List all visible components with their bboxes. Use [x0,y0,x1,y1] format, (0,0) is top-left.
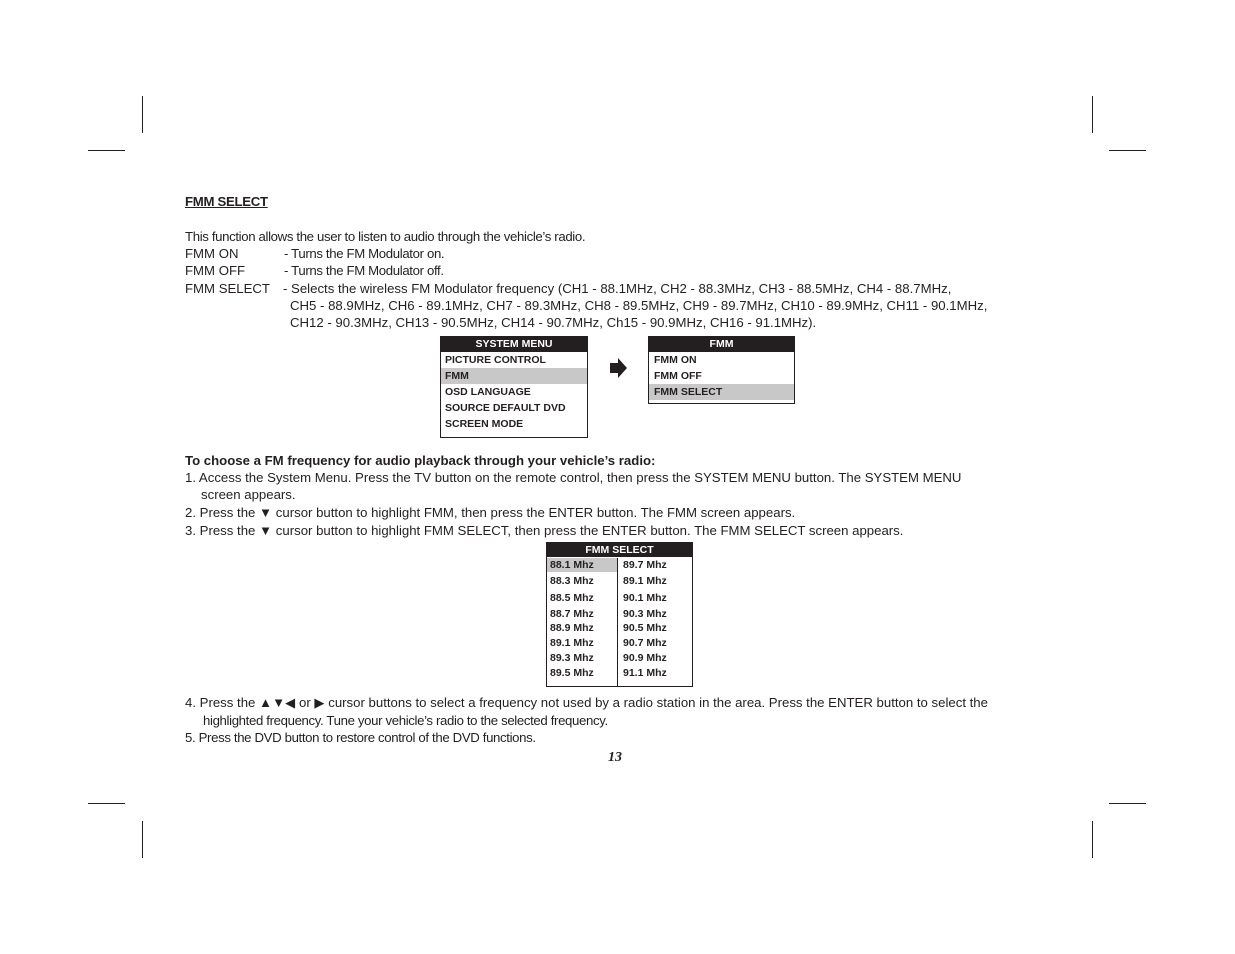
freq-item: 88.9 Mhz [550,622,594,634]
step-2-pre: 2. Press the [185,505,256,520]
step-4-post: cursor buttons to select a frequency not used by a radio station in the area. Press the ENTER button to select the [328,695,988,710]
step-2-post: cursor button to highlight FMM, then press the ENTER button. The FMM screen appears. [275,505,796,520]
def-desc: - Turns the FM Modulator off. [284,263,444,278]
page-number: 13 [608,750,622,765]
down-arrow-icon: ▼ [259,505,273,520]
def-term: FMM ON [185,246,239,261]
crop-mark [1092,96,1093,133]
right-arrow-icon [609,358,627,378]
step-5: 5. Press the DVD button to restore control of the DVD functions. [185,730,536,745]
def-term: FMM SELECT [185,281,270,296]
step-3 [185,522,903,539]
right-arrow-icon: ▶ [314,695,325,710]
menu-item-picture-control: PICTURE CONTROL [445,354,546,366]
column-divider [617,558,618,686]
menu-item-fmm-on: FMM ON [654,354,697,366]
system-menu-title: SYSTEM MENU [441,337,587,352]
freq-item: 89.1 Mhz [623,575,667,587]
freq-item: 89.3 Mhz [550,652,594,664]
intro-text: This function allows the user to listen to audio through the vehicle’s radio. [185,229,586,244]
freq-item: 88.3 Mhz [550,575,594,587]
freq-item: 88.1 Mhz [547,558,617,572]
crop-mark [88,803,125,804]
step-4 [185,694,988,711]
menu-item-screen-mode: SCREEN MODE [445,418,524,430]
step-1: 1. Access the System Menu. Press the TV button on the remote control, then press the SYSTEM MENU button. The SYSTEM MENU [185,470,962,485]
freq-item: 90.9 Mhz [623,652,667,664]
system-menu-screen [440,336,588,438]
down-arrow-icon: ▼ [272,695,286,710]
crop-mark [88,150,125,151]
menu-item-fmm-off: FMM OFF [654,370,702,382]
fmm-menu-screen [648,336,795,404]
def-desc-cont: CH5 - 88.9MHz, CH6 - 89.1MHz, CH7 - 89.3MHz, CH8 - 89.5MHz, CH9 - 89.7MHz, CH10 - 89.9MHz, CH11 - 90.1MHz, [290,298,988,313]
def-desc: - Turns the FM Modulator on. [284,246,445,261]
step-2 [185,504,795,521]
freq-item: 89.5 Mhz [550,667,594,679]
def-desc-cont: CH12 - 90.3MHz, CH13 - 90.5MHz, CH14 - 90.7MHz, Ch15 - 90.9MHz, CH16 - 91.1MHz). [290,315,817,330]
up-arrow-icon: ▲ [259,695,273,710]
freq-item: 88.5 Mhz [550,592,594,604]
crop-mark [1109,150,1146,151]
instructions-heading: To choose a FM frequency for audio playback through your vehicle’s radio: [185,453,656,468]
def-desc: - Selects the wireless FM Modulator frequency (CH1 - 88.1MHz, CH2 - 88.3MHz, CH3 - 88.5MHz, CH4 - 88.7MHz, [283,281,952,296]
step-4-or: or [299,695,311,710]
freq-item: 90.7 Mhz [623,637,667,649]
fmm-select-title: FMM SELECT [547,543,692,557]
menu-item-fmm: FMM [441,368,587,384]
freq-item: 90.1 Mhz [623,592,667,604]
fmm-select-screen [546,542,693,687]
crop-mark [1092,821,1093,858]
crop-mark [1109,803,1146,804]
freq-item: 90.5 Mhz [623,622,667,634]
freq-item: 91.1 Mhz [623,667,667,679]
menu-item-source-default-dvd: SOURCE DEFAULT DVD [445,402,566,414]
menu-item-fmm-select: FMM SELECT [649,384,794,400]
section-title: FMM SELECT [185,194,268,209]
freq-item: 89.7 Mhz [623,559,667,571]
step-3-post: cursor button to highlight FMM SELECT, then press the ENTER button. The FMM SELECT screen appears. [275,523,904,538]
step-4-pre: 4. Press the [185,695,256,710]
step-4-cont: highlighted frequency. Tune your vehicle’s radio to the selected frequency. [203,713,608,728]
menu-item-osd-language: OSD LANGUAGE [445,386,531,398]
step-3-pre: 3. Press the [185,523,256,538]
freq-item: 90.3 Mhz [623,608,667,620]
crop-mark [142,821,143,858]
freq-item: 89.1 Mhz [550,637,594,649]
left-arrow-icon: ◀ [285,695,296,710]
crop-mark [142,96,143,133]
def-term: FMM OFF [185,263,246,278]
down-arrow-icon: ▼ [259,523,273,538]
fmm-menu-title: FMM [649,337,794,352]
step-1-cont: screen appears. [201,487,296,502]
freq-item: 88.7 Mhz [550,608,594,620]
